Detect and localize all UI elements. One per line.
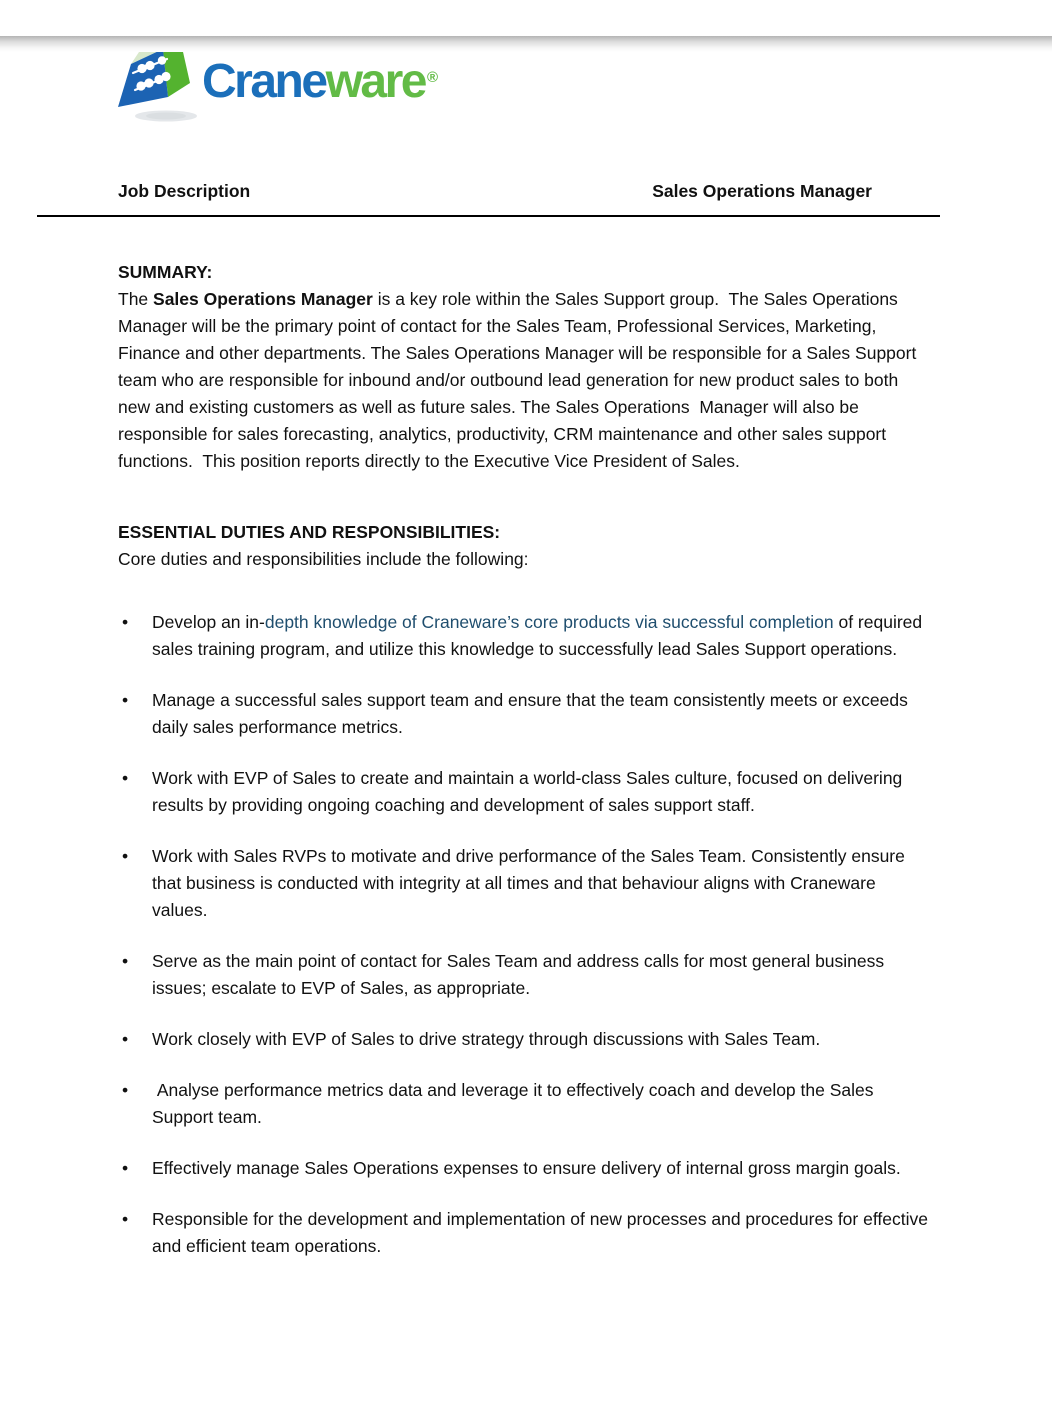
registered-trademark-icon: ® [426, 69, 439, 86]
text-segment: The [118, 289, 154, 309]
page-top-shadow [0, 36, 1052, 52]
document-body [118, 259, 933, 1260]
bullet-icon: • [122, 1029, 129, 1049]
wordmark-crane: Crane [202, 55, 326, 108]
bullet-icon: • [122, 612, 129, 632]
summary-heading: SUMMARY: [118, 262, 213, 282]
list-item [118, 1077, 933, 1131]
list-item [118, 948, 933, 1002]
bullet-icon: • [122, 951, 129, 971]
duties-list [118, 609, 933, 1260]
bullet-icon: • [122, 768, 129, 788]
list-item [118, 1026, 933, 1053]
bullet-text [152, 1026, 933, 1053]
bullet-text [152, 687, 933, 741]
duties-intro: Core duties and responsibilities include the following: [118, 549, 529, 569]
text-segment: Develop an in- [152, 612, 265, 632]
text-segment: Work closely with EVP of Sales to drive strategy through discussions with Sales Team. [152, 1029, 821, 1049]
text-segment: is a key role within the Sales Support group. The Sales Operations Manager will be the primary point of contact for the Sales Team, Professional Services, Marketing, Finance and other departments. The Sales Operations Manager will be responsible for a Sales Support team who are responsible for inbound and/or outbound lead generation for new product sales to both new and existing customers as well as future sales. The Sales Operations Manager will also be responsible for sales forecasting, analytics, productivity, CRM maintenance and other sales support functions. This position reports directly to the Executive Vice President of Sales. [118, 289, 922, 471]
bullet-text [152, 1077, 933, 1131]
bullet-icon: • [122, 1080, 129, 1100]
list-item [118, 843, 933, 924]
text-segment: Manage a successful sales support team and ensure that the team consistently meets or exceeds daily sales performance metrics. [152, 690, 913, 737]
summary-paragraph [118, 286, 933, 475]
bullet-text [152, 765, 933, 819]
craneware-wordmark [202, 55, 439, 108]
list-item [118, 687, 933, 741]
list-item [118, 1206, 933, 1260]
text-segment: Sales Operations Manager [153, 289, 373, 309]
text-segment: Work with EVP of Sales to create and maintain a world-class Sales culture, focused on delivering results by providing ongoing coaching and development of sales support staff. [152, 768, 908, 815]
bullet-icon: • [122, 690, 129, 710]
text-segment: of required sales training program, and utilize this knowledge to successfully lead Sales Support operations. [152, 612, 927, 659]
bullet-text [152, 1155, 933, 1182]
duties-heading: ESSENTIAL DUTIES AND RESPONSIBILITIES: [118, 522, 501, 542]
bullet-icon: • [122, 1209, 129, 1229]
text-segment: Analyse performance metrics data and leverage it to effectively coach and develop the Sales Support team. [152, 1080, 879, 1127]
text-segment: Effectively manage Sales Operations expenses to ensure delivery of internal gross margin goals. [152, 1158, 901, 1178]
document-header [0, 180, 1052, 202]
text-segment: Responsible for the development and implementation of new processes and procedures for effective and efficient team operations. [152, 1209, 933, 1256]
text-segment: Serve as the main point of contact for Sales Team and address calls for most general business issues; escalate to EVP of Sales, as appropriate. [152, 951, 890, 998]
bullet-text [152, 1206, 933, 1260]
bullet-text [152, 948, 933, 1002]
header-divider [37, 215, 940, 217]
text-segment: depth knowledge of Craneware’s core products via successful completion [264, 612, 834, 632]
bullet-text [152, 609, 933, 663]
bullet-icon: • [122, 846, 129, 866]
wordmark-ware: ware [325, 55, 425, 108]
bullet-text [152, 843, 933, 924]
doc-title-label: Sales Operations Manager [652, 181, 872, 201]
list-item [118, 609, 933, 663]
bullet-icon: • [122, 1158, 129, 1178]
list-item [118, 1155, 933, 1182]
list-item [118, 765, 933, 819]
doc-type-label: Job Description [118, 181, 251, 201]
text-segment: Work with Sales RVPs to motivate and drive performance of the Sales Team. Consistently ensure that business is conducted with integrity at all times and that behaviour aligns with Craneware values. [152, 846, 910, 920]
